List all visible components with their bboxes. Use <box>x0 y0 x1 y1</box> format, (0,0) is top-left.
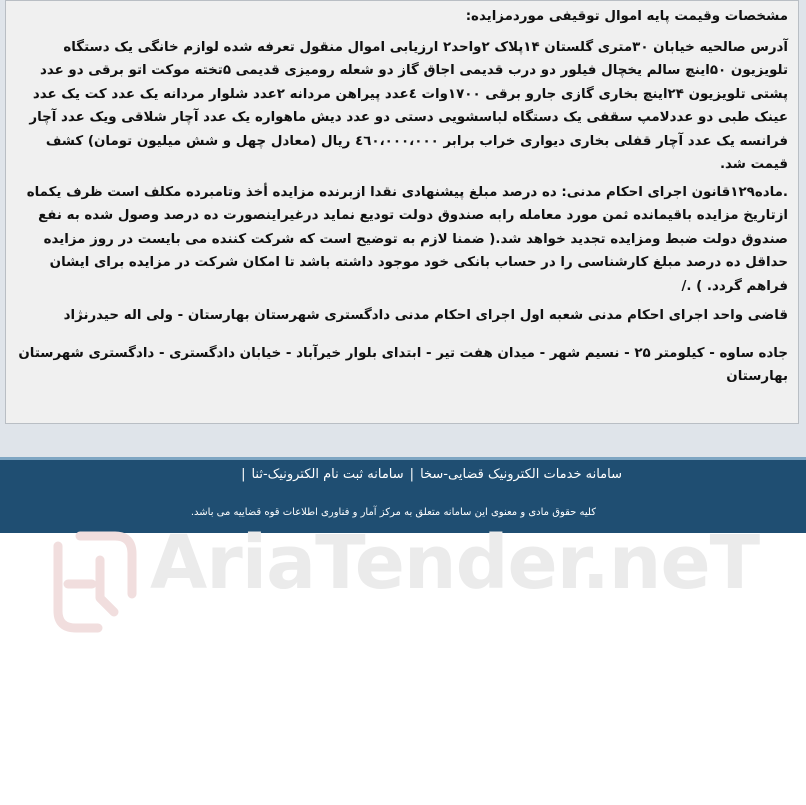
article-129-text: .ماده۱۲۹قانون اجرای احکام مدنی: ده درصد مبلغ پیشنهادی نقدا ازبرنده مزایده أخذ وتامبرده مکلف است ظرف یکماه ازتاریخ مزایده باقیمانده ثمن مورد معامله رابه صندوق دولت تودیع نماید درغیراینصورت ده درصد وصول شده به نفع صندوق دولت ضبط ومزایده تجدید خواهد شد.( ضمنا لازم به توضیح است که شرکت کننده می بایست در روز مزایده حداقل ده درصد مبلغ کارشناسی را در حساب بانکی خود موجود داشته باشد تا امکان شرکت در مزایده برای ایشان فراهم گردد. ) ./ <box>26 184 788 294</box>
details-heading: مشخصات وقیمت پایه اموال توقیفی موردمزایده: <box>465 9 788 24</box>
judge-signature: قاضی واحد اجرای احکام مدنی شعبه اول اجرای احکام مدنی دادگستری شهرستان بهارستان - ولی اله حیدرنژاد <box>63 308 788 323</box>
property-description: آدرس صالحیه خیابان ۳۰متری گلستان ۱۴پلاک ۲واحد۲ ارزیابی اموال منقول تعرفه شده لوازم خانگی یک دستگاه تلویزیون ۵۰اینچ سالم یخچال فیلور دو درب قدیمی اجاق گاز دو شعله رومیزی قدیمی ۵تخته موکت اتو برقی دو عدد پشتی تلویزیون ۲۴اینچ بخاری گازی جارو برقی ۱۷۰۰وات ٤عدد پیراهن مردانه ۲عدد شلوار مردانه یک عدد کت یک عدد عینک طبی دو عددلامپ سقفی یک دستگاه لباسشویی دستی دو عدد دیش ماهواره یک عدد آچار شلاقی ویک عدد آچار فرانسه یک عدد آچار قفلی بخاری دیواری خراب برابر ٤٦٠،٠٠٠،٠٠٠ ریال (معادل چهل و شش میلیون تومان) کشف قیمت شد. <box>29 39 788 172</box>
footer-copyright: کلیه حقوق مادی و معنوی این سامانه متعلق به مرکز آمار و فناوری اطلاعات قوه قضاییه می باشد. <box>190 507 596 518</box>
court-address: جاده ساوه - کیلومتر ۲۵ - نسیم شهر - میدان هفت تیر - ابتدای بلوار خیرآباد - خیابان دادگستری - دادگستری شهرستان بهارستان <box>18 345 788 384</box>
sana-link[interactable]: سامانه ثبت نام الکترونیک-ثنا <box>251 467 404 482</box>
sakha-link[interactable]: سامانه خدمات الکترونیک قضایی-سخا <box>420 467 622 482</box>
footer-separator: | <box>241 467 246 482</box>
footer-links <box>241 467 622 482</box>
footer-separator: | <box>409 467 415 482</box>
auction-details-panel <box>5 0 799 424</box>
aria-logo-icon <box>58 536 132 628</box>
watermark-text: AriaTender.neT <box>150 520 760 606</box>
